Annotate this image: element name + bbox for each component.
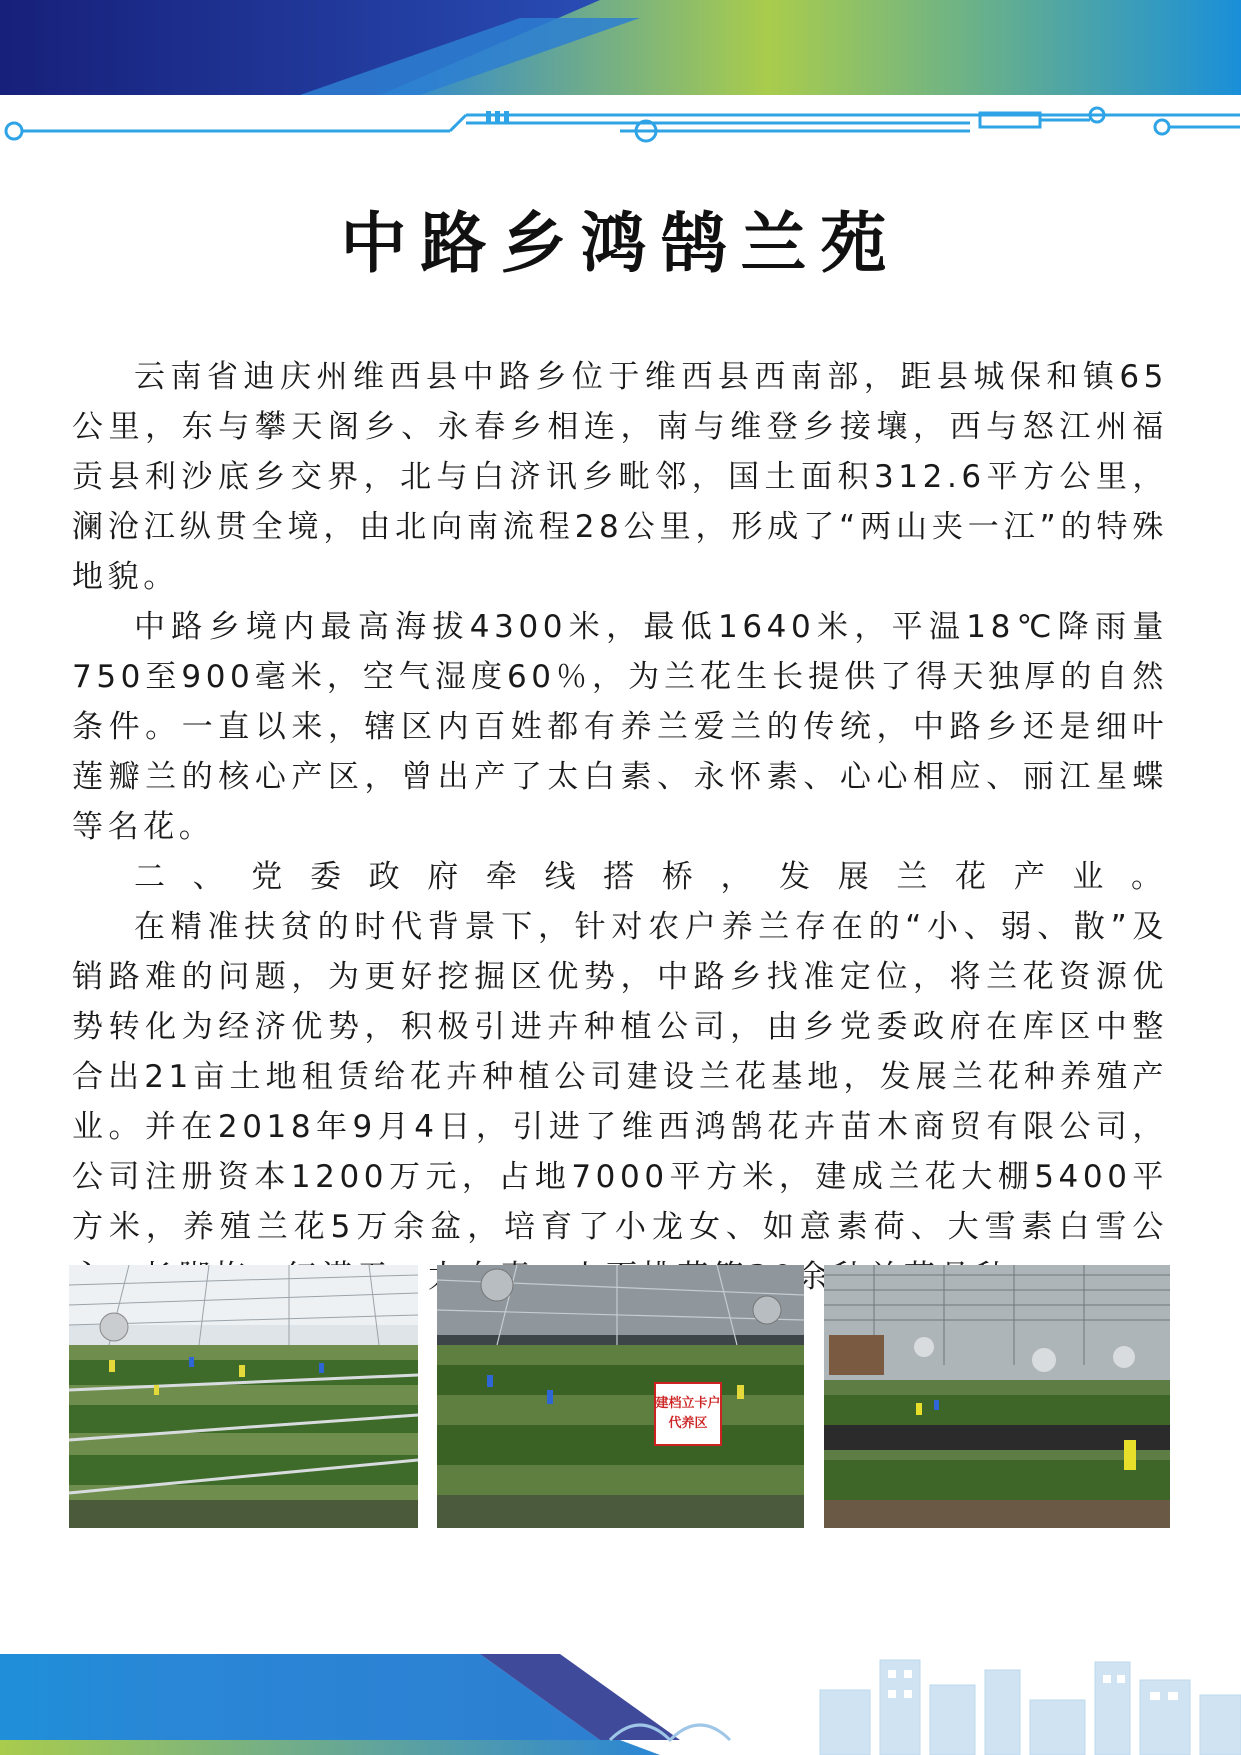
sign-line-2: 代养区 bbox=[668, 1416, 708, 1431]
article-body bbox=[72, 352, 1168, 1302]
top-banner bbox=[0, 0, 1241, 150]
photo-strip bbox=[0, 1265, 1241, 1528]
greenhouse-photo-3 bbox=[824, 1265, 1170, 1528]
page-title: 中路乡鸿鹄兰苑 bbox=[340, 205, 901, 282]
section-heading: 二、党委政府牵线搭桥，发展兰花产业。 bbox=[134, 859, 1168, 895]
greenhouse-photo-2 bbox=[437, 1265, 804, 1528]
paragraph-3: 在精准扶贫的时代背景下，针对农户养兰存在的“小、弱、散”及销路难的问题，为更好挖掘区优势，中路乡找准定位，将兰花资源优势转化为经济优势，积极引进卉种植公司，由乡党委政府在库区中整合出21亩土地租赁给花卉种植公司建设兰花基地，发展兰花种养殖产业。并在2018年9月4日，引进了维西鸿鹄花卉苗木商贸有限公司，公司注册资本1200万元，占地7000平方米，建成兰花大棚5400平方米，养殖兰花5万余盆，培育了小龙女、如意素荷、大雪素白雪公 天、太白 余 bbox=[72, 909, 1168, 1295]
sign-line-1: 建档立卡户 bbox=[655, 1396, 721, 1411]
bottom-banner bbox=[0, 1640, 1241, 1755]
greenhouse-photo-1 bbox=[69, 1265, 418, 1528]
paragraph-1: 云南省迪庆州维西县中路乡位于维西县西南部，距县城保和镇65公里，东与攀天阁乡、永春乡相连，南与维登乡接壤，西与怒江州福贡县利沙底乡交界，北与白济讯乡毗邻，国土面积312.6平方公里，澜沧江纵贯全境，由北向南流程28公里，形成了“两山夹一江”的特殊地貌。 bbox=[72, 359, 1168, 595]
paragraph-2: 中路乡境内最高海拔4300米，最低1640米，平温18℃降雨量750至900毫米，空气湿度60％，为兰花生长提供了得天独厚的自然条件。一直以来，辖区内百姓都有养兰爱兰的传统，中路乡还是细叶莲瓣兰的核心产区，曾出产了太白素、永怀素、心心相应、丽江星蝶等名花。 bbox=[72, 609, 1168, 845]
